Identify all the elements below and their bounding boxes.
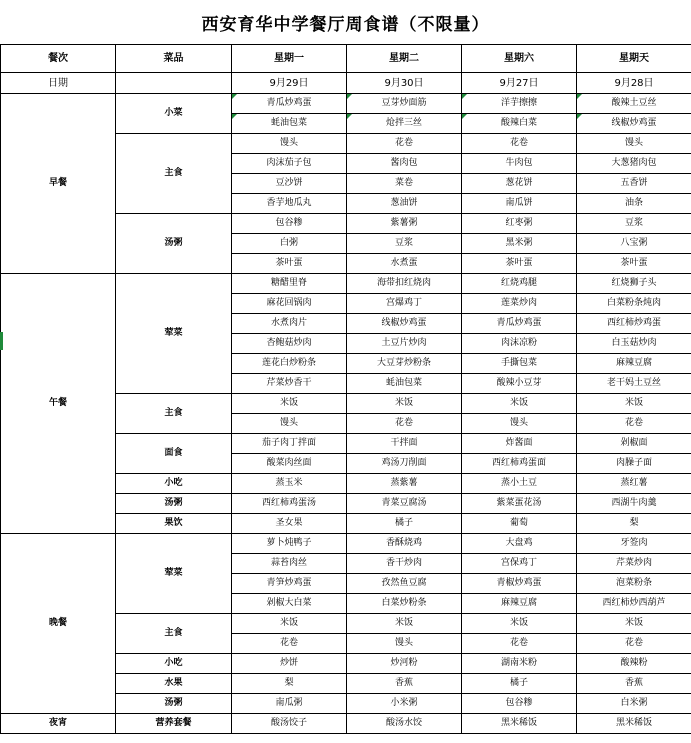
row-selection-marker bbox=[0, 332, 3, 350]
dish-cell: 麻辣豆腐 bbox=[577, 354, 691, 374]
date-cell: 9月29日 bbox=[232, 73, 347, 94]
dish-cell: 水煮肉片 bbox=[232, 314, 347, 334]
dish-cell: 西红柿鸡蛋面 bbox=[462, 454, 577, 474]
dish-cell: 八宝粥 bbox=[577, 234, 691, 254]
dish-cell: 大豆芽炒粉条 bbox=[347, 354, 462, 374]
date-row bbox=[1, 73, 691, 94]
menu-row bbox=[1, 534, 691, 554]
dish-cell: 洋芋擦擦 bbox=[462, 94, 577, 114]
dish-cell: 孜然鱼豆腐 bbox=[347, 574, 462, 594]
dish-cell: 黑米稀饭 bbox=[462, 714, 577, 734]
dish-cell: 馒头 bbox=[462, 414, 577, 434]
header-dish: 菜品 bbox=[116, 45, 232, 73]
category-label: 果饮 bbox=[116, 514, 232, 534]
dish-cell: 馒头 bbox=[232, 414, 347, 434]
dish-cell: 老干妈土豆丝 bbox=[577, 374, 691, 394]
category-label: 主食 bbox=[116, 134, 232, 214]
dish-cell: 土豆片炒肉 bbox=[347, 334, 462, 354]
dish-cell: 湖南米粉 bbox=[462, 654, 577, 674]
dish-cell: 酸辣粉 bbox=[577, 654, 691, 674]
dish-cell: 葱油饼 bbox=[347, 194, 462, 214]
dish-cell: 茶叶蛋 bbox=[232, 254, 347, 274]
dish-cell: 海带扣红烧肉 bbox=[347, 274, 462, 294]
dish-cell: 蒸红薯 bbox=[577, 474, 691, 494]
dish-cell: 馒头 bbox=[232, 134, 347, 154]
dish-cell: 香干炒肉 bbox=[347, 554, 462, 574]
dish-cell: 肉沫凉粉 bbox=[462, 334, 577, 354]
dish-cell: 小米粥 bbox=[347, 694, 462, 714]
menu-row bbox=[1, 714, 691, 734]
date-blank bbox=[116, 73, 232, 94]
category-label: 汤粥 bbox=[116, 694, 232, 714]
dish-cell: 圣女果 bbox=[232, 514, 347, 534]
meal-label: 早餐 bbox=[1, 94, 116, 274]
dish-cell: 麻辣豆腐 bbox=[462, 594, 577, 614]
dish-cell: 线椒炒鸡蛋 bbox=[347, 314, 462, 334]
header-day: 星期天 bbox=[577, 45, 691, 73]
dish-cell: 白菜粉条炖肉 bbox=[577, 294, 691, 314]
dish-cell: 香蕉 bbox=[577, 674, 691, 694]
dish-cell: 蒜苔肉丝 bbox=[232, 554, 347, 574]
dish-cell: 红烧鸡腿 bbox=[462, 274, 577, 294]
dish-cell: 青瓜炒鸡蛋 bbox=[462, 314, 577, 334]
menu-row bbox=[1, 274, 691, 294]
dish-cell: 馒头 bbox=[577, 134, 691, 154]
category-label: 汤粥 bbox=[116, 214, 232, 274]
header-row bbox=[1, 45, 691, 73]
dish-cell: 橘子 bbox=[462, 674, 577, 694]
date-cell: 9月28日 bbox=[577, 73, 691, 94]
dish-cell: 豆沙饼 bbox=[232, 174, 347, 194]
dish-cell: 牙签肉 bbox=[577, 534, 691, 554]
dish-cell: 青菜豆腐汤 bbox=[347, 494, 462, 514]
category-label: 主食 bbox=[116, 394, 232, 434]
dish-cell: 鸡汤刀削面 bbox=[347, 454, 462, 474]
category-label: 营养套餐 bbox=[116, 714, 232, 734]
dish-cell: 米饭 bbox=[462, 394, 577, 414]
dish-cell: 剁椒大白菜 bbox=[232, 594, 347, 614]
dish-cell: 大葱猪肉包 bbox=[577, 154, 691, 174]
dish-cell: 酸菜肉丝面 bbox=[232, 454, 347, 474]
dish-cell: 杏鲍菇炒肉 bbox=[232, 334, 347, 354]
date-cell: 9月27日 bbox=[462, 73, 577, 94]
dish-cell: 肉沫茄子包 bbox=[232, 154, 347, 174]
dish-cell: 黑米粥 bbox=[462, 234, 577, 254]
dish-cell: 酱肉包 bbox=[347, 154, 462, 174]
category-label: 汤粥 bbox=[116, 494, 232, 514]
dish-cell: 茶叶蛋 bbox=[577, 254, 691, 274]
dish-cell: 包谷糁 bbox=[462, 694, 577, 714]
dish-cell: 炸酱面 bbox=[462, 434, 577, 454]
dish-cell: 莲菜炒肉 bbox=[462, 294, 577, 314]
dish-cell: 米饭 bbox=[232, 394, 347, 414]
dish-cell: 干拌面 bbox=[347, 434, 462, 454]
dish-cell: 线椒炒鸡蛋 bbox=[577, 114, 691, 134]
dish-cell: 西湖牛肉羹 bbox=[577, 494, 691, 514]
dish-cell: 炒饼 bbox=[232, 654, 347, 674]
dish-cell: 红烧狮子头 bbox=[577, 274, 691, 294]
dish-cell: 白米粥 bbox=[577, 694, 691, 714]
dish-cell: 白菜炒粉条 bbox=[347, 594, 462, 614]
dish-cell: 米饭 bbox=[462, 614, 577, 634]
dish-cell: 蒸玉米 bbox=[232, 474, 347, 494]
dish-cell: 萝卜炖鸭子 bbox=[232, 534, 347, 554]
dish-cell: 麻花回锅肉 bbox=[232, 294, 347, 314]
dish-cell: 芹菜炒香干 bbox=[232, 374, 347, 394]
meal-label: 夜宵 bbox=[1, 714, 116, 734]
dish-cell: 花卷 bbox=[347, 414, 462, 434]
dish-cell: 花卷 bbox=[462, 134, 577, 154]
category-label: 荤菜 bbox=[116, 534, 232, 614]
dish-cell: 水煮蛋 bbox=[347, 254, 462, 274]
dish-cell: 剁椒面 bbox=[577, 434, 691, 454]
dish-cell: 豆浆 bbox=[347, 234, 462, 254]
dish-cell: 宫爆鸡丁 bbox=[347, 294, 462, 314]
dish-cell: 白玉菇炒肉 bbox=[577, 334, 691, 354]
dish-cell: 葡萄 bbox=[462, 514, 577, 534]
dish-cell: 芹菜炒肉 bbox=[577, 554, 691, 574]
dish-cell: 蒸小土豆 bbox=[462, 474, 577, 494]
dish-cell: 花卷 bbox=[462, 634, 577, 654]
header-day: 星期一 bbox=[232, 45, 347, 73]
dish-cell: 花卷 bbox=[577, 414, 691, 434]
dish-cell: 紫薯粥 bbox=[347, 214, 462, 234]
menu-row bbox=[1, 94, 691, 114]
dish-cell: 茶叶蛋 bbox=[462, 254, 577, 274]
dish-cell: 蒸紫薯 bbox=[347, 474, 462, 494]
dish-cell: 白粥 bbox=[232, 234, 347, 254]
header-day: 星期二 bbox=[347, 45, 462, 73]
dish-cell: 酸汤饺子 bbox=[232, 714, 347, 734]
category-label: 主食 bbox=[116, 614, 232, 654]
dish-cell: 香蕉 bbox=[347, 674, 462, 694]
dish-cell: 青瓜炒鸡蛋 bbox=[232, 94, 347, 114]
dish-cell: 五香饼 bbox=[577, 174, 691, 194]
dish-cell: 豆浆 bbox=[577, 214, 691, 234]
category-label: 小菜 bbox=[116, 94, 232, 134]
dish-cell: 花卷 bbox=[577, 634, 691, 654]
menu-table bbox=[0, 44, 691, 734]
dish-cell: 酸辣小豆芽 bbox=[462, 374, 577, 394]
category-label: 小吃 bbox=[116, 474, 232, 494]
dish-cell: 南瓜饼 bbox=[462, 194, 577, 214]
category-label: 小吃 bbox=[116, 654, 232, 674]
dish-cell: 米饭 bbox=[347, 614, 462, 634]
dish-cell: 米饭 bbox=[577, 394, 691, 414]
dish-cell: 手撕包菜 bbox=[462, 354, 577, 374]
dish-cell: 菜卷 bbox=[347, 174, 462, 194]
dish-cell: 馒头 bbox=[347, 634, 462, 654]
dish-cell: 橘子 bbox=[347, 514, 462, 534]
category-label: 荤菜 bbox=[116, 274, 232, 394]
dish-cell: 泡菜粉条 bbox=[577, 574, 691, 594]
dish-cell: 红枣粥 bbox=[462, 214, 577, 234]
meal-label: 午餐 bbox=[1, 274, 116, 534]
dish-cell: 酸汤水饺 bbox=[347, 714, 462, 734]
dish-cell: 花卷 bbox=[232, 634, 347, 654]
dish-cell: 糖醋里脊 bbox=[232, 274, 347, 294]
dish-cell: 蚝油包菜 bbox=[347, 374, 462, 394]
dish-cell: 宫保鸡丁 bbox=[462, 554, 577, 574]
dish-cell: 豆芽炒面筋 bbox=[347, 94, 462, 114]
dish-cell: 大盘鸡 bbox=[462, 534, 577, 554]
category-label: 水果 bbox=[116, 674, 232, 694]
dish-cell: 西红柿炒鸡蛋 bbox=[577, 314, 691, 334]
dish-cell: 梨 bbox=[232, 674, 347, 694]
dish-cell: 炒河粉 bbox=[347, 654, 462, 674]
dish-cell: 青笋炒鸡蛋 bbox=[232, 574, 347, 594]
header-day: 星期六 bbox=[462, 45, 577, 73]
dish-cell: 牛肉包 bbox=[462, 154, 577, 174]
dish-cell: 酸辣土豆丝 bbox=[577, 94, 691, 114]
dish-cell: 西红柿鸡蛋汤 bbox=[232, 494, 347, 514]
dish-cell: 莲花白炒粉条 bbox=[232, 354, 347, 374]
category-label: 面食 bbox=[116, 434, 232, 474]
dish-cell: 西红柿炒西葫芦 bbox=[577, 594, 691, 614]
dish-cell: 香酥烧鸡 bbox=[347, 534, 462, 554]
dish-cell: 花卷 bbox=[347, 134, 462, 154]
dish-cell: 梨 bbox=[577, 514, 691, 534]
page-title: 西安育华中学餐厅周食谱（不限量） bbox=[201, 14, 490, 35]
dish-cell: 米饭 bbox=[577, 614, 691, 634]
dish-cell: 油条 bbox=[577, 194, 691, 214]
dish-cell: 蚝油包菜 bbox=[232, 114, 347, 134]
dish-cell: 酸辣白菜 bbox=[462, 114, 577, 134]
dish-cell: 米饭 bbox=[232, 614, 347, 634]
header-meal: 餐次 bbox=[1, 45, 116, 73]
menu-table-container bbox=[0, 44, 691, 743]
dish-cell: 茄子肉丁拌面 bbox=[232, 434, 347, 454]
date-label: 日期 bbox=[1, 73, 116, 94]
dish-cell: 包谷糁 bbox=[232, 214, 347, 234]
dish-cell: 肉臊子面 bbox=[577, 454, 691, 474]
dish-cell: 青椒炒鸡蛋 bbox=[462, 574, 577, 594]
dish-cell: 黑米稀饭 bbox=[577, 714, 691, 734]
dish-cell: 葱花饼 bbox=[462, 174, 577, 194]
dish-cell: 米饭 bbox=[347, 394, 462, 414]
dish-cell: 紫菜蛋花汤 bbox=[462, 494, 577, 514]
date-cell: 9月30日 bbox=[347, 73, 462, 94]
meal-label: 晚餐 bbox=[1, 534, 116, 714]
dish-cell: 香芋地瓜丸 bbox=[232, 194, 347, 214]
dish-cell: 南瓜粥 bbox=[232, 694, 347, 714]
dish-cell: 炝拌三丝 bbox=[347, 114, 462, 134]
